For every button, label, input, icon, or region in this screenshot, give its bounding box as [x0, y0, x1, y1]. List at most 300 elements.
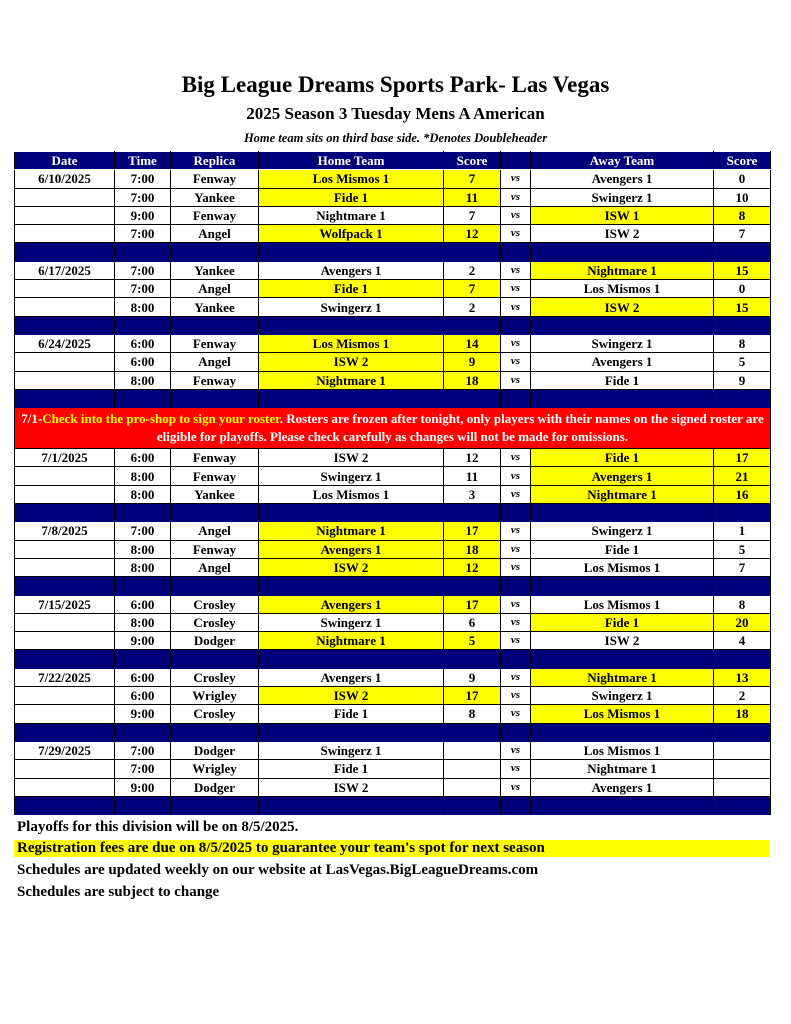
vs-label: vs [501, 225, 531, 243]
away-score: 21 [714, 467, 771, 485]
game-row [15, 522, 771, 540]
separator-cell [531, 796, 714, 814]
away-score: 4 [714, 632, 771, 650]
separator-cell [259, 723, 444, 741]
game-row [15, 334, 771, 352]
game-field: Fenway [171, 170, 259, 188]
separator-cell [501, 243, 531, 261]
notice-rest: . Rosters are frozen after tonight, only players with their names on the signed roster are eligible for playoffs. Please check carefully as changes will not be made for omissions. [156, 411, 764, 445]
page-title: Big League Dreams Sports Park- Las Vegas [181, 72, 610, 97]
game-field: Fenway [171, 467, 259, 485]
game-time: 8:00 [115, 298, 171, 316]
separator-cell [501, 577, 531, 595]
vs-label: vs [501, 170, 531, 188]
game-date [15, 687, 115, 705]
game-field: Yankee [171, 485, 259, 503]
home-score: 2 [444, 298, 501, 316]
game-row [15, 741, 771, 759]
game-date: 7/22/2025 [15, 668, 115, 686]
week-separator [15, 243, 771, 261]
away-team: Avengers 1 [531, 467, 714, 485]
game-date [15, 206, 115, 224]
separator-cell [171, 316, 259, 334]
vs-label: vs [501, 632, 531, 650]
game-field: Dodger [171, 778, 259, 796]
vs-label: vs [501, 298, 531, 316]
header-away-score: Score [714, 152, 771, 170]
away-team: Fide 1 [531, 540, 714, 558]
away-score [714, 778, 771, 796]
home-team: ISW 2 [259, 687, 444, 705]
home-team: ISW 2 [259, 449, 444, 467]
game-row [15, 705, 771, 723]
home-team: Swingerz 1 [259, 741, 444, 759]
home-team: Fide 1 [259, 280, 444, 298]
separator-cell [115, 504, 171, 522]
away-team: Los Mismos 1 [531, 280, 714, 298]
home-score: 2 [444, 261, 501, 279]
home-score: 12 [444, 449, 501, 467]
game-row [15, 225, 771, 243]
separator-cell [115, 796, 171, 814]
away-score: 0 [714, 280, 771, 298]
separator-cell [15, 504, 115, 522]
game-date [15, 225, 115, 243]
game-row [15, 613, 771, 631]
separator-cell [444, 723, 501, 741]
separator-cell [531, 650, 714, 668]
home-team: Avengers 1 [259, 261, 444, 279]
home-score: 12 [444, 225, 501, 243]
away-team: Swingerz 1 [531, 522, 714, 540]
vs-label: vs [501, 353, 531, 371]
home-team: Nightmare 1 [259, 206, 444, 224]
away-team: ISW 1 [531, 206, 714, 224]
vs-label: vs [501, 760, 531, 778]
header-vs [501, 152, 531, 170]
home-team: Los Mismos 1 [259, 334, 444, 352]
game-row [15, 595, 771, 613]
home-team: Swingerz 1 [259, 613, 444, 631]
home-score: 18 [444, 371, 501, 389]
game-row [15, 668, 771, 686]
home-team: Avengers 1 [259, 540, 444, 558]
separator-cell [444, 316, 501, 334]
vs-label: vs [501, 778, 531, 796]
game-time: 7:00 [115, 170, 171, 188]
game-field: Fenway [171, 449, 259, 467]
game-field: Dodger [171, 741, 259, 759]
game-field: Fenway [171, 334, 259, 352]
game-row [15, 170, 771, 188]
game-date: 7/15/2025 [15, 595, 115, 613]
game-row [15, 558, 771, 576]
away-score: 8 [714, 595, 771, 613]
game-field: Crosley [171, 595, 259, 613]
away-score: 5 [714, 353, 771, 371]
week-separator [15, 796, 771, 814]
separator-cell [531, 577, 714, 595]
game-field: Wrigley [171, 760, 259, 778]
page-subtitle: 2025 Season 3 Tuesday Mens A American [246, 104, 545, 123]
home-team: Nightmare 1 [259, 522, 444, 540]
game-time: 6:00 [115, 668, 171, 686]
vs-label: vs [501, 467, 531, 485]
separator-cell [259, 796, 444, 814]
separator-cell [501, 796, 531, 814]
game-time: 9:00 [115, 632, 171, 650]
game-row [15, 449, 771, 467]
separator-cell [444, 504, 501, 522]
game-date: 7/1/2025 [15, 449, 115, 467]
game-time: 6:00 [115, 595, 171, 613]
away-team: Avengers 1 [531, 353, 714, 371]
home-score: 7 [444, 280, 501, 298]
game-row [15, 298, 771, 316]
home-score: 9 [444, 353, 501, 371]
game-time: 7:00 [115, 522, 171, 540]
vs-label: vs [501, 558, 531, 576]
separator-cell [714, 243, 771, 261]
game-date: 6/10/2025 [15, 170, 115, 188]
separator-cell [531, 316, 714, 334]
home-score: 3 [444, 485, 501, 503]
footer-website: Schedules are updated weekly on our website at LasVegas.BigLeagueDreams.com [17, 862, 539, 878]
game-time: 7:00 [115, 188, 171, 206]
game-row [15, 280, 771, 298]
game-row [15, 485, 771, 503]
separator-cell [501, 723, 531, 741]
game-time: 7:00 [115, 741, 171, 759]
week-separator [15, 389, 771, 407]
game-field: Fenway [171, 540, 259, 558]
vs-label: vs [501, 261, 531, 279]
home-score: 14 [444, 334, 501, 352]
vs-label: vs [501, 485, 531, 503]
home-score: 7 [444, 206, 501, 224]
away-score: 0 [714, 170, 771, 188]
game-time: 6:00 [115, 334, 171, 352]
separator-cell [15, 796, 115, 814]
home-team: Nightmare 1 [259, 371, 444, 389]
away-team: Los Mismos 1 [531, 741, 714, 759]
away-score: 18 [714, 705, 771, 723]
separator-cell [714, 389, 771, 407]
separator-cell [115, 243, 171, 261]
week-separator [15, 577, 771, 595]
vs-label: vs [501, 371, 531, 389]
game-date [15, 778, 115, 796]
header-time: Time [115, 152, 171, 170]
home-score: 8 [444, 705, 501, 723]
away-team: Nightmare 1 [531, 668, 714, 686]
away-team: Fide 1 [531, 613, 714, 631]
home-team: Fide 1 [259, 760, 444, 778]
home-team: Los Mismos 1 [259, 170, 444, 188]
separator-cell [15, 650, 115, 668]
game-field: Yankee [171, 298, 259, 316]
week-separator [15, 504, 771, 522]
away-score: 15 [714, 298, 771, 316]
separator-cell [259, 389, 444, 407]
game-row [15, 778, 771, 796]
game-date: 6/17/2025 [15, 261, 115, 279]
home-team: Fide 1 [259, 705, 444, 723]
away-score: 13 [714, 668, 771, 686]
home-score: 9 [444, 668, 501, 686]
separator-cell [15, 577, 115, 595]
game-row [15, 687, 771, 705]
game-field: Crosley [171, 613, 259, 631]
game-row [15, 371, 771, 389]
separator-cell [714, 796, 771, 814]
separator-cell [714, 577, 771, 595]
game-time: 6:00 [115, 687, 171, 705]
separator-cell [15, 389, 115, 407]
away-score: 7 [714, 558, 771, 576]
away-score: 2 [714, 687, 771, 705]
separator-cell [714, 723, 771, 741]
away-team: Nightmare 1 [531, 760, 714, 778]
game-field: Angel [171, 280, 259, 298]
footer-registration: Registration fees are due on 8/5/2025 to guarantee your team's spot for next season [14, 840, 770, 857]
separator-cell [259, 504, 444, 522]
home-team: Avengers 1 [259, 668, 444, 686]
separator-cell [115, 577, 171, 595]
separator-cell [259, 577, 444, 595]
home-score: 11 [444, 188, 501, 206]
game-field: Angel [171, 225, 259, 243]
separator-cell [259, 243, 444, 261]
away-team: Los Mismos 1 [531, 558, 714, 576]
vs-label: vs [501, 188, 531, 206]
away-team: Nightmare 1 [531, 261, 714, 279]
separator-cell [531, 243, 714, 261]
separator-cell [444, 577, 501, 595]
game-date [15, 467, 115, 485]
separator-cell [531, 504, 714, 522]
game-time: 8:00 [115, 485, 171, 503]
game-date [15, 280, 115, 298]
away-team: Los Mismos 1 [531, 595, 714, 613]
separator-cell [15, 316, 115, 334]
game-field: Angel [171, 558, 259, 576]
away-team: Avengers 1 [531, 170, 714, 188]
away-team: Avengers 1 [531, 778, 714, 796]
away-score: 10 [714, 188, 771, 206]
home-team: Avengers 1 [259, 595, 444, 613]
away-team: ISW 2 [531, 632, 714, 650]
home-team: Swingerz 1 [259, 467, 444, 485]
week-separator [15, 723, 771, 741]
game-date [15, 353, 115, 371]
game-time: 9:00 [115, 705, 171, 723]
game-time: 8:00 [115, 467, 171, 485]
header-away-team: Away Team [531, 152, 714, 170]
game-time: 7:00 [115, 280, 171, 298]
away-score: 9 [714, 371, 771, 389]
separator-cell [531, 723, 714, 741]
away-score: 8 [714, 206, 771, 224]
away-team: Fide 1 [531, 371, 714, 389]
away-team: ISW 2 [531, 225, 714, 243]
away-score: 17 [714, 449, 771, 467]
home-score: 17 [444, 687, 501, 705]
home-score: 12 [444, 558, 501, 576]
separator-cell [259, 316, 444, 334]
game-date: 6/24/2025 [15, 334, 115, 352]
home-team: Nightmare 1 [259, 632, 444, 650]
vs-label: vs [501, 741, 531, 759]
away-score: 20 [714, 613, 771, 631]
game-field: Crosley [171, 705, 259, 723]
separator-cell [171, 243, 259, 261]
away-team: ISW 2 [531, 298, 714, 316]
home-score: 6 [444, 613, 501, 631]
game-row [15, 261, 771, 279]
roster-notice [15, 408, 771, 449]
game-field: Fenway [171, 206, 259, 224]
separator-cell [531, 389, 714, 407]
game-field: Yankee [171, 188, 259, 206]
away-team: Fide 1 [531, 449, 714, 467]
separator-cell [501, 389, 531, 407]
away-score: 1 [714, 522, 771, 540]
game-time: 9:00 [115, 206, 171, 224]
notice-prefix: 7/1- [21, 411, 43, 427]
away-score: 15 [714, 261, 771, 279]
schedule-table [14, 151, 771, 815]
game-date [15, 558, 115, 576]
game-time: 9:00 [115, 778, 171, 796]
game-row [15, 188, 771, 206]
away-score: 7 [714, 225, 771, 243]
separator-cell [115, 316, 171, 334]
game-date [15, 705, 115, 723]
game-date [15, 540, 115, 558]
game-time: 8:00 [115, 613, 171, 631]
vs-label: vs [501, 280, 531, 298]
separator-cell [444, 243, 501, 261]
separator-cell [714, 504, 771, 522]
header-home-score: Score [444, 152, 501, 170]
game-date: 7/29/2025 [15, 741, 115, 759]
game-row [15, 760, 771, 778]
away-score: 5 [714, 540, 771, 558]
vs-label: vs [501, 668, 531, 686]
game-field: Yankee [171, 261, 259, 279]
header-home-team: Home Team [259, 152, 444, 170]
home-team: ISW 2 [259, 353, 444, 371]
home-score [444, 741, 501, 759]
separator-cell [259, 650, 444, 668]
game-time: 8:00 [115, 558, 171, 576]
away-team: Swingerz 1 [531, 188, 714, 206]
footer-playoffs: Playoffs for this division will be on 8/5/2025. [17, 819, 299, 835]
away-team: Swingerz 1 [531, 687, 714, 705]
game-date [15, 632, 115, 650]
home-team: ISW 2 [259, 558, 444, 576]
separator-cell [15, 723, 115, 741]
game-row [15, 467, 771, 485]
game-field: Wrigley [171, 687, 259, 705]
home-team: Fide 1 [259, 188, 444, 206]
separator-cell [15, 243, 115, 261]
game-time: 7:00 [115, 225, 171, 243]
page-note: Home team sits on third base side. *Denotes Doubleheader [243, 131, 548, 145]
away-team: Swingerz 1 [531, 334, 714, 352]
game-time: 6:00 [115, 353, 171, 371]
game-date [15, 613, 115, 631]
vs-label: vs [501, 613, 531, 631]
separator-cell [714, 316, 771, 334]
game-time: 6:00 [115, 449, 171, 467]
separator-cell [444, 796, 501, 814]
game-date [15, 760, 115, 778]
home-score: 18 [444, 540, 501, 558]
vs-label: vs [501, 540, 531, 558]
game-row [15, 632, 771, 650]
week-separator [15, 316, 771, 334]
home-score [444, 760, 501, 778]
notice-highlight: Check into the pro-shop to sign your roster [42, 411, 280, 427]
separator-cell [171, 389, 259, 407]
separator-cell [501, 650, 531, 668]
game-field: Angel [171, 522, 259, 540]
vs-label: vs [501, 206, 531, 224]
game-time: 8:00 [115, 371, 171, 389]
separator-cell [444, 389, 501, 407]
away-score [714, 741, 771, 759]
vs-label: vs [501, 595, 531, 613]
away-score: 16 [714, 485, 771, 503]
game-field: Crosley [171, 668, 259, 686]
game-field: Angel [171, 353, 259, 371]
vs-label: vs [501, 687, 531, 705]
home-score: 11 [444, 467, 501, 485]
vs-label: vs [501, 449, 531, 467]
game-date [15, 298, 115, 316]
game-row [15, 206, 771, 224]
week-separator [15, 650, 771, 668]
table-header [15, 152, 771, 170]
separator-cell [115, 389, 171, 407]
vs-label: vs [501, 522, 531, 540]
home-score [444, 778, 501, 796]
separator-cell [171, 504, 259, 522]
separator-cell [171, 796, 259, 814]
game-date [15, 188, 115, 206]
separator-cell [171, 650, 259, 668]
header-replica: Replica [171, 152, 259, 170]
game-date: 7/8/2025 [15, 522, 115, 540]
game-time: 7:00 [115, 261, 171, 279]
separator-cell [501, 316, 531, 334]
game-row [15, 540, 771, 558]
game-time: 7:00 [115, 760, 171, 778]
home-team: Los Mismos 1 [259, 485, 444, 503]
game-date [15, 371, 115, 389]
game-time: 8:00 [115, 540, 171, 558]
separator-cell [115, 650, 171, 668]
roster-notice-text [15, 408, 771, 449]
home-team: ISW 2 [259, 778, 444, 796]
home-team: Wolfpack 1 [259, 225, 444, 243]
home-team: Swingerz 1 [259, 298, 444, 316]
away-team: Nightmare 1 [531, 485, 714, 503]
separator-cell [501, 504, 531, 522]
game-field: Dodger [171, 632, 259, 650]
